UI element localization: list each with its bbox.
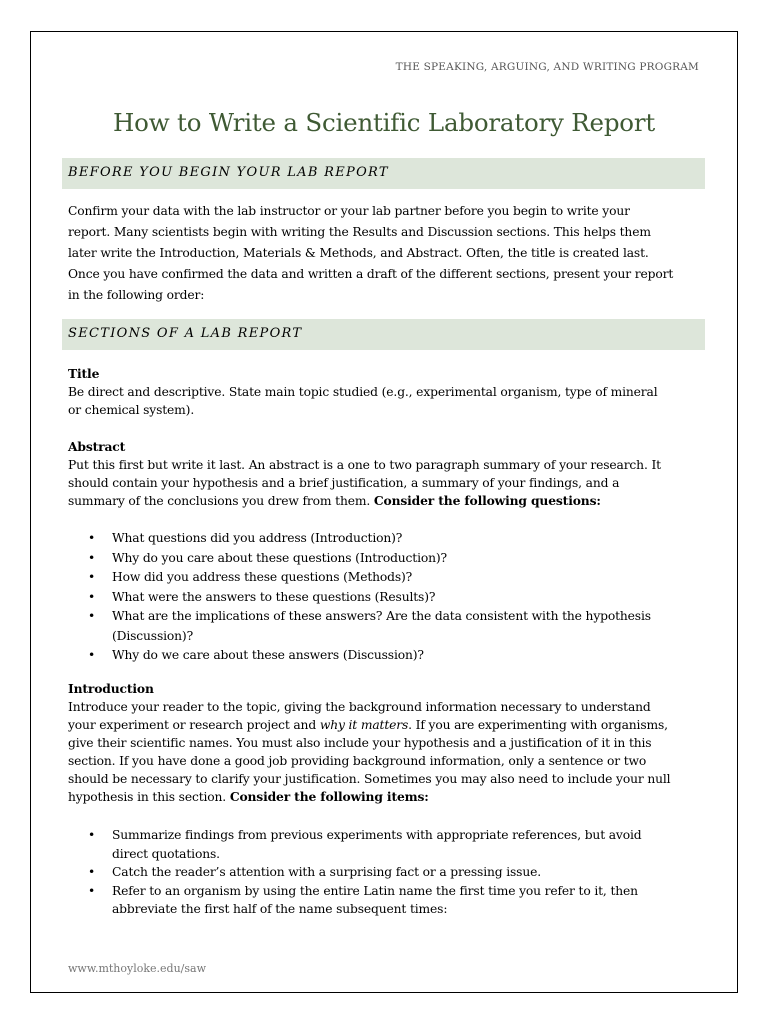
paragraph-text: summary of the conclusions you drew from them.	[68, 494, 371, 508]
paragraph-line: report. Many scientists begin with writing the Results and Discussion sections. This helps them	[68, 225, 651, 239]
emphasis-text: why it matters	[319, 718, 409, 732]
list-item-line: abbreviate the first half of the name subsequent times:	[112, 902, 448, 916]
introduction-section	[68, 680, 705, 806]
introduction-item-list	[68, 826, 688, 919]
paragraph-line: Be direct and descriptive. State main topic studied (e.g., experimental organism, type of mineral	[68, 385, 658, 399]
list-item: • How did you address these questions (Methods)?	[68, 568, 688, 588]
paragraph-text: your experiment or research project and	[68, 718, 317, 732]
paragraph-line	[68, 788, 705, 806]
list-item: • What were the answers to these questions (Results)?	[68, 588, 688, 608]
list-item: • Why do we care about these answers (Discussion)?	[68, 646, 688, 666]
list-item: • What questions did you address (Introduction)?	[68, 529, 688, 549]
introduction-heading: Introduction	[68, 681, 154, 696]
introduction-prompt: Consider the following items:	[229, 789, 429, 804]
program-header: THE SPEAKING, ARGUING, AND WRITING PROGRAM	[395, 61, 699, 73]
list-item-line: • Refer to an organism by using the entire Latin name the first time you refer to it, then	[112, 883, 638, 898]
section-banner-before-you-begin: BEFORE YOU BEGIN YOUR LAB REPORT	[62, 158, 705, 189]
abstract-prompt: Consider the following questions:	[373, 493, 601, 508]
list-item: • Catch the reader’s attention with a surprising fact or a pressing issue.	[68, 863, 688, 882]
paragraph-line: give their scientific names. You must also include your hypothesis and a justification of it in this	[68, 736, 652, 750]
paragraph-line: Put this first but write it last. An abstract is a one to two paragraph summary of your research. It	[68, 458, 661, 472]
title-section	[68, 365, 705, 419]
list-item-line: direct quotations.	[112, 846, 220, 861]
abstract-question-list	[68, 529, 688, 666]
list-item: • Why do you care about these questions (Introduction)?	[68, 549, 688, 569]
paragraph-line: Introduce your reader to the topic, giving the background information necessary to understand	[68, 700, 651, 714]
paragraph-line: later write the Introduction, Materials & Methods, and Abstract. Often, the title is created last.	[68, 246, 649, 260]
title-section-heading: Title	[68, 366, 100, 381]
paragraph-line: Confirm your data with the lab instructor or your lab partner before you begin to write your	[68, 204, 630, 218]
list-item-line: (Discussion)?	[112, 628, 194, 643]
abstract-section	[68, 438, 705, 510]
document-page	[30, 31, 738, 993]
paragraph-line: Once you have confirmed the data and written a draft of the different sections, present your report	[68, 267, 674, 281]
section-banner-sections: SECTIONS OF A LAB REPORT	[62, 319, 705, 350]
page-title: How to Write a Scientific Laboratory Report	[112, 108, 656, 137]
paragraph-line: section. If you have done a good job providing background information, only a sentence or two	[68, 754, 647, 768]
list-item	[68, 826, 688, 863]
paragraph-line: should contain your hypothesis and a brief justification, a summary of your findings, and a	[68, 476, 620, 490]
paragraph-line: or chemical system).	[68, 403, 195, 417]
list-item	[68, 607, 688, 646]
paragraph-text: hypothesis in this section.	[68, 790, 227, 804]
list-item-line: • Summarize findings from previous experiments with appropriate references, but avoid	[112, 828, 642, 842]
abstract-heading: Abstract	[68, 439, 126, 454]
paragraph-line	[68, 492, 705, 510]
paragraph-line: should be necessary to clarify your justification. Sometimes you may also need to include your null	[68, 772, 671, 786]
paragraph-line: in the following order:	[68, 288, 205, 302]
list-item	[68, 882, 688, 919]
footer-url: www.mthoyloke.edu/saw	[68, 962, 206, 975]
list-item-line: • What are the implications of these answers? Are the data consistent with the hypothesis	[112, 609, 651, 623]
paragraph-text: . If you are experimenting with organisms,	[408, 718, 668, 732]
paragraph-line	[68, 716, 705, 734]
intro-paragraph	[68, 201, 705, 306]
